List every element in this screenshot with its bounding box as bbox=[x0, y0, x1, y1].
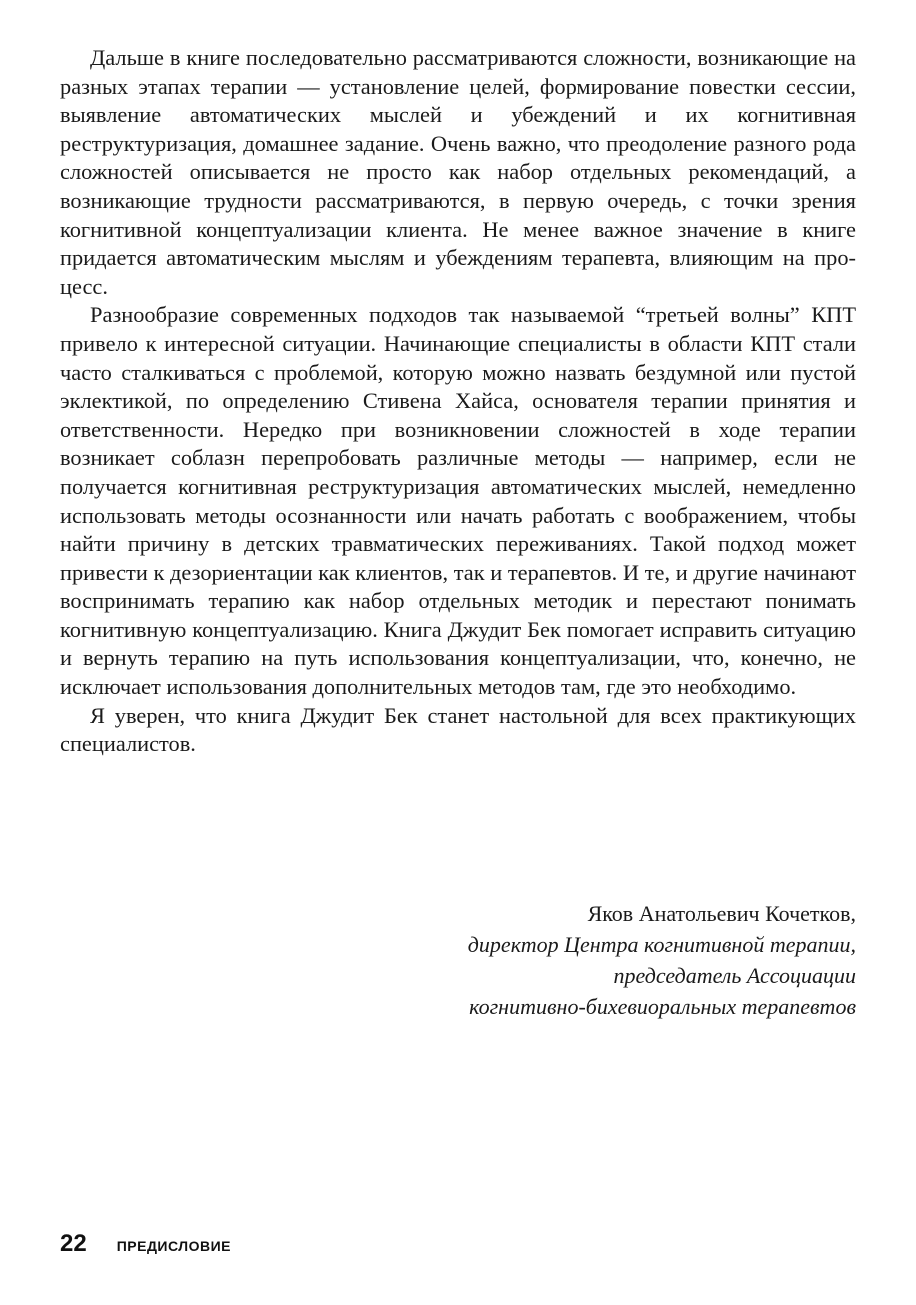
running-head: ПРЕДИСЛОВИЕ bbox=[116, 1238, 231, 1254]
signature-block bbox=[256, 898, 856, 1022]
paragraph-3: Я уверен, что книга Джудит Бек станет настольной для всех практикующих специалистов. bbox=[60, 702, 856, 757]
page-footer bbox=[60, 1230, 460, 1260]
paragraph-2: Разнообразие современных подходов так называемой “третьей волны” КПТ привело к интересной ситуации. Начинающие специалисты в области КПТ стали часто сталкиваться с проблемой, которую можно назвать бездумной или пустой эклектикой, по определению Стивена Хайса, основателя терапии принятия и ответственности. Нередко при возникновении сложностей в ходе терапии возникает соблазн перепробовать различные методы — например, если не получается когнитивная реструктуризация автоматических мыслей, немедленно использовать методы осознанности или начать работать с воображением, чтобы найти причину в детских травматических переживаниях. Такой подход может привести к дезориентации как клиентов, так и терапевтов. И те, и другие начинают воспринимать терапию как набор отдельных методик и перестают понимать когнитивную концептуализацию. Книга Джудит Бек помогает исправить ситуацию и вернуть терапию на путь использования концептуализации, что, конечно, не исключает использования дополнительных методов там, где это необходимо. bbox=[60, 302, 856, 700]
author-role-line-2: председатель Ассоциации bbox=[613, 963, 856, 988]
author-role-line-3: когнитивно-бихевиоральных терапевтов bbox=[469, 994, 856, 1019]
body-text bbox=[60, 44, 856, 759]
author-role-line-1: директор Центра когнитивной терапии, bbox=[467, 932, 856, 957]
page-number: 22 bbox=[60, 1230, 87, 1257]
paragraph-1: Дальше в книге последовательно рассматриваются сложности, возникающие на разных этапах терапии — установление целей, формирование повестки сессии, выявление автоматических мыслей и убеждений и их когнитивная реструктуризация, домашнее задание. Очень важно, что преодоление разного рода сложностей описывается не просто как набор отдельных рекомендаций, а возникающие трудности рассматриваются, в первую очередь, с точки зрения когнитивной концептуализации клиента. Не менее важное значение в книге придается автоматическим мыслям и убеждениям терапевта, влияющим на процесс. bbox=[60, 45, 856, 299]
author-name: Яков Анатольевич Кочетков, bbox=[587, 901, 856, 926]
